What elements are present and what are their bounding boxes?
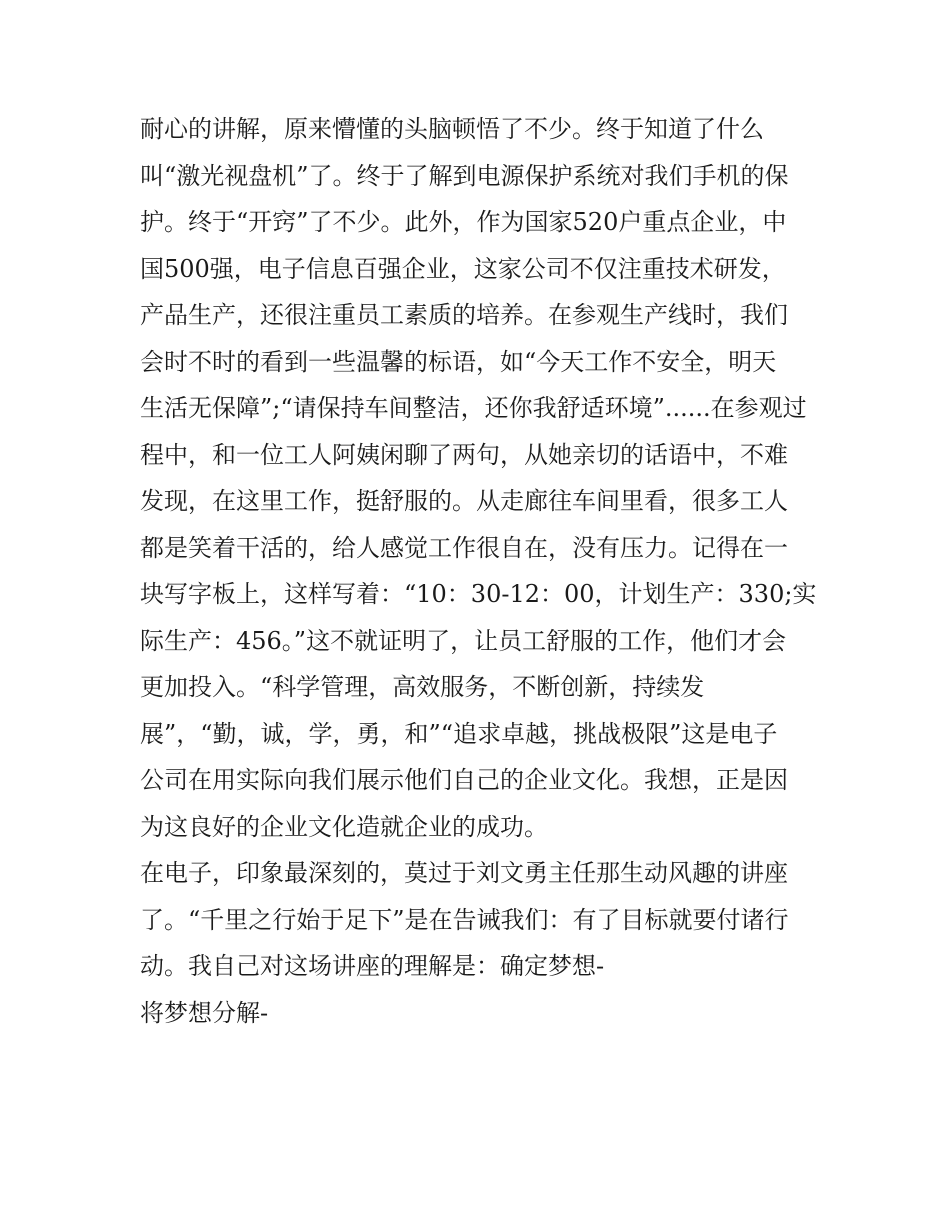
- text-line: 发现，在这里工作，挺舒服的。从走廊往车间里看，很多工人: [140, 487, 788, 515]
- text-line: 生活无保障”;“请保持车间整洁，还你我舒适环境”......在参观过: [140, 394, 807, 422]
- text-line: 际生产：456。”这不就证明了，让员工舒服的工作，他们才会: [140, 626, 787, 655]
- text-line: 更加投入。“科学管理，高效服务，不断创新，持续发: [140, 673, 705, 701]
- text-line: 叫“激光视盘机”了。终于了解到电源保护系统对我们手机的保: [140, 161, 789, 190]
- text-line: 护。终于“开窍”了不少。此外，作为国家520户重点企业，中: [140, 208, 787, 236]
- document-body: [140, 106, 820, 1036]
- text-line: 了。“千里之行始于足下”是在告诫我们：有了目标就要付诸行: [140, 905, 789, 934]
- text-line: 为这良好的企业文化造就企业的成功。: [140, 812, 548, 841]
- text-line: 会时不时的看到一些温馨的标语，如“今天工作不安全，明天: [140, 347, 777, 376]
- text-line: 国500强，电子信息百强企业，这家公司不仅注重技术研发，: [140, 254, 786, 283]
- text-line: 块写字板上，这样写着：“10：30-12：00，计划生产：330;实: [140, 580, 817, 608]
- text-line: 在电子，印象最深刻的，莫过于刘文勇主任那生动风趣的讲座: [140, 859, 788, 887]
- text-line: 都是笑着干活的，给人感觉工作很自在，没有压力。记得在一: [140, 533, 788, 562]
- text-line: 程中，和一位工人阿姨闲聊了两句，从她亲切的话语中，不难: [140, 440, 788, 469]
- text-line: 将梦想分解-: [140, 998, 269, 1027]
- text-line: 公司在用实际向我们展示他们自己的企业文化。我想，正是因: [140, 766, 788, 794]
- text-line: 耐心的讲解，原来懵懂的头脑顿悟了不少。终于知道了什么: [140, 115, 764, 143]
- text-line: 动。我自己对这场讲座的理解是：确定梦想-: [140, 952, 605, 980]
- text-line: 产品生产，还很注重员工素质的培养。在参观生产线时，我们: [140, 301, 788, 329]
- text-line: 展”，“勤，诚，学，勇，和”“追求卓越，挑战极限”这是电子: [140, 719, 778, 748]
